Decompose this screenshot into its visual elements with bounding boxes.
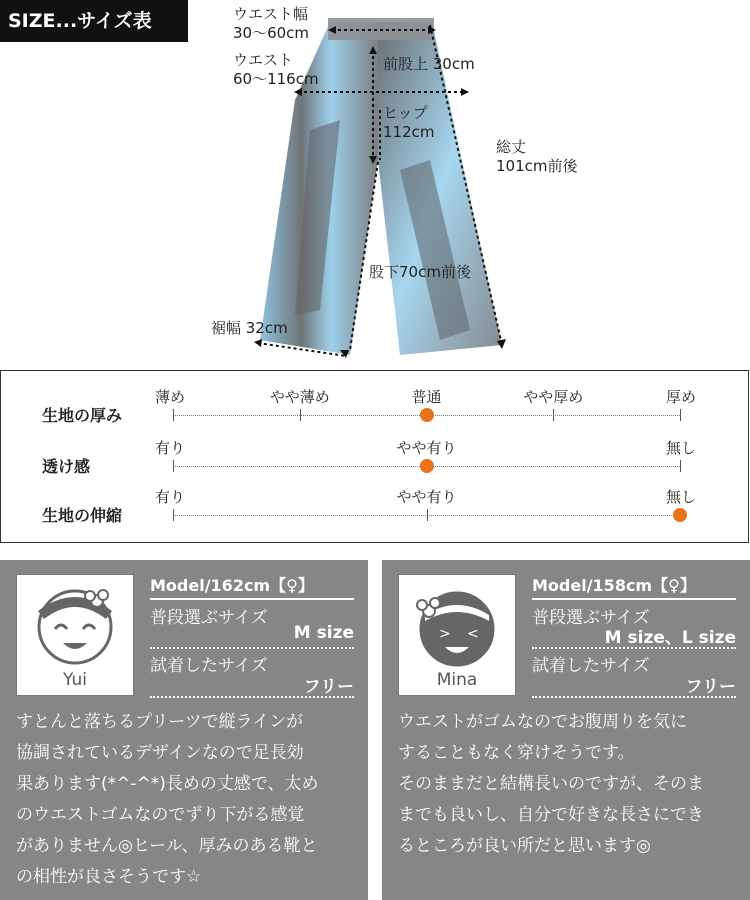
- fabric-tick: [427, 509, 428, 521]
- model-panel-yui: [0, 560, 368, 900]
- fabric-level-dot: [673, 508, 687, 522]
- fabric-tick-label: やや有り: [396, 439, 457, 457]
- model-title: Model/158cm【♀】: [532, 576, 696, 595]
- total-length-label: 総丈: [496, 138, 527, 156]
- fabric-tick: [300, 409, 301, 421]
- fabric-tick-label: やや有り: [396, 488, 457, 506]
- face-icon: [399, 575, 515, 671]
- fabric-tick-label: 普通: [411, 388, 442, 406]
- usual-size-value: M size、L size: [604, 628, 736, 648]
- model-avatar: [398, 574, 516, 696]
- usual-size-label: 普段選ぶサイズ: [532, 608, 650, 628]
- hip-label: ヒップ: [383, 104, 428, 122]
- rise-label: 前股上 30cm: [383, 55, 475, 73]
- fabric-row-label: 生地の厚み: [42, 406, 123, 425]
- fabric-tick: [173, 409, 174, 421]
- fabric-tick-label: 有り: [155, 488, 186, 506]
- model-avatar: [16, 574, 134, 696]
- fabric-tick-label: 無し: [665, 488, 696, 506]
- model-comment: すとんと落ちるプリーツで縦ラインが 協調されているデザインなので足長効 果あります(*^-^*)長めの丈感で、太め のウエストゴムなのでずり下がる感覚 がありません◎ヒール、厚みのある靴と の相性が良さそうです☆: [16, 712, 319, 887]
- fabric-tick-label: 厚め: [665, 388, 696, 406]
- model-name: Mina: [436, 670, 478, 690]
- model-panel-mina: [382, 560, 750, 900]
- total-length-value: 101cm前後: [496, 157, 578, 175]
- hip-value: 112cm: [383, 123, 435, 141]
- fabric-tick-label: 薄め: [155, 388, 186, 406]
- size-header: SIZE...サイズ表: [0, 0, 188, 42]
- fabric-tick: [173, 460, 174, 472]
- inseam-label: 股下70cm前後: [369, 263, 471, 281]
- model-title: Model/162cm【♀】: [150, 576, 314, 595]
- face-icon: [17, 575, 133, 671]
- fabric-tick: [173, 509, 174, 521]
- fabric-tick: [680, 409, 681, 421]
- fabric-tick-label: やや薄め: [269, 388, 330, 406]
- fabric-tick-label: 有り: [155, 439, 186, 457]
- usual-size-value: M size: [293, 623, 354, 643]
- divider: [150, 696, 354, 698]
- hem-width-label: 裾幅 32cm: [211, 319, 288, 337]
- divider: [532, 696, 736, 698]
- model-comment: ウエストがゴムなのでお腹周りを気に することもなく穿けそうです。 そのままだと結構長いのですが、そのま までも良いし、自分で好きな長さにでき るところが良い所だと思います◎: [398, 712, 704, 856]
- divider: [532, 647, 736, 649]
- waist-value: 60〜116cm: [233, 70, 319, 88]
- tried-size-label: 試着したサイズ: [150, 656, 268, 676]
- fabric-tick: [680, 460, 681, 472]
- tried-size-label: 試着したサイズ: [532, 656, 650, 676]
- model-name: Yui: [63, 670, 87, 690]
- tried-size-value: フリー: [303, 677, 354, 697]
- fabric-row-label: 生地の伸縮: [42, 506, 123, 525]
- usual-size-label: 普段選ぶサイズ: [150, 608, 268, 628]
- fabric-level-dot: [420, 408, 434, 422]
- fabric-level-dot: [420, 459, 434, 473]
- waist-width-label: ウエスト幅: [233, 5, 309, 23]
- fabric-tick-label: 無し: [665, 439, 696, 457]
- fabric-tick: [553, 409, 554, 421]
- divider: [150, 647, 354, 649]
- tried-size-value: フリー: [685, 677, 736, 697]
- waist-label: ウエスト: [233, 51, 294, 69]
- svg-text:<: <: [467, 626, 479, 642]
- fabric-tick-label: やや厚め: [523, 388, 584, 406]
- svg-text:>: >: [439, 626, 451, 642]
- divider: [532, 598, 736, 600]
- fabric-row-label: 透け感: [42, 457, 91, 476]
- divider: [150, 598, 354, 600]
- waist-width-value: 30〜60cm: [233, 24, 310, 42]
